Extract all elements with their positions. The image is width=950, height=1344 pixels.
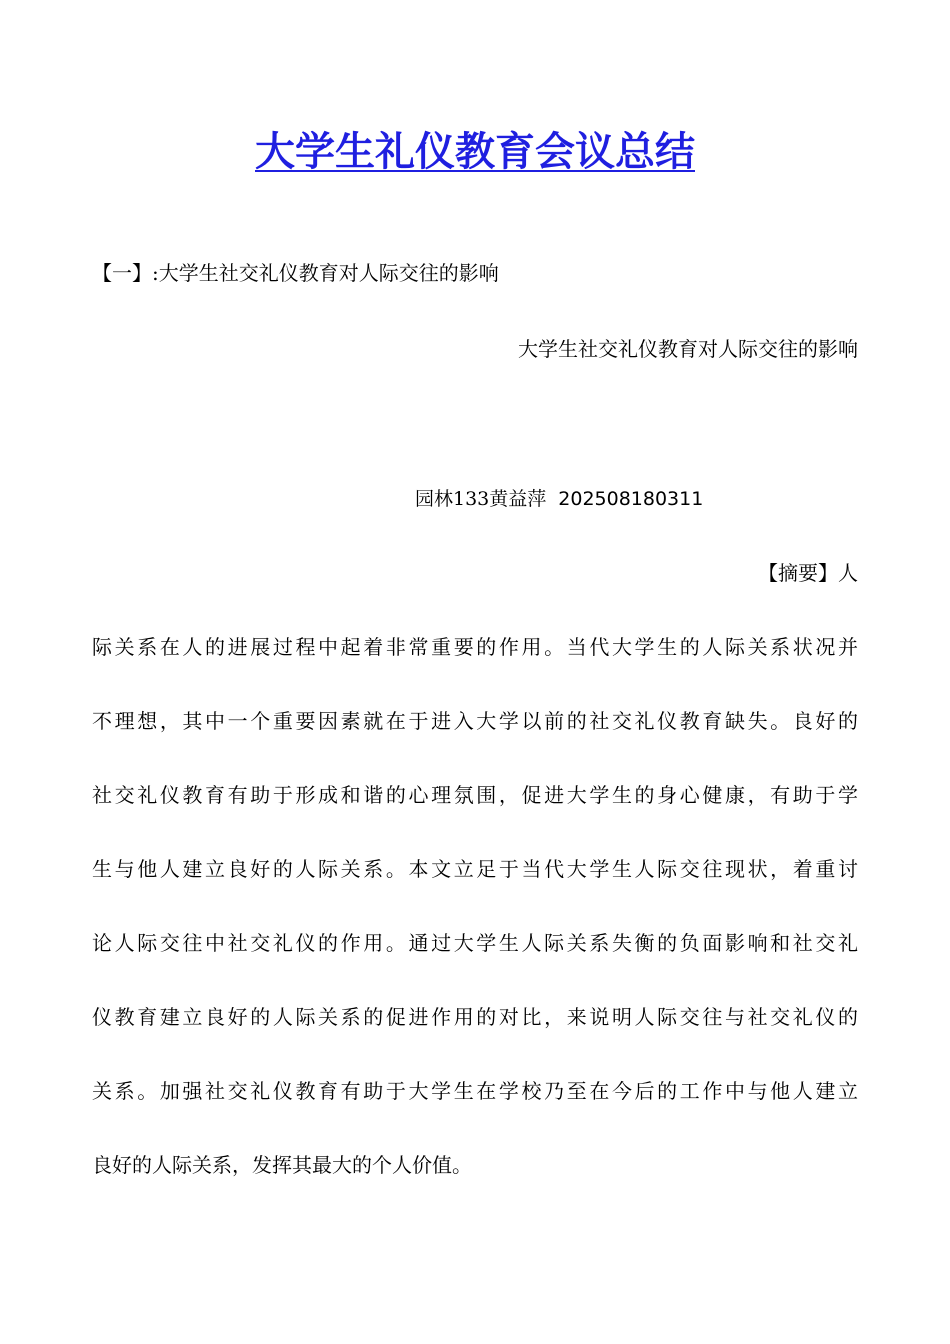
document-title: 大学生礼仪教育会议总结 [255,129,695,175]
author-line [415,484,703,514]
abstract-label: 【摘要】人 [758,561,858,585]
abstract-body [92,610,858,1202]
abstract-line: 论人际交往中社交礼仪的作用。通过大学生人际关系失衡的负面影响和社交礼 [92,931,858,955]
author-info: 园林133黄益萍 [415,488,547,510]
abstract-line: 生与他人建立良好的人际关系。本文立足于当代大学生人际交往现状，着重讨 [92,857,858,881]
abstract-line: 社交礼仪教育有助于形成和谐的心理氛围，促进大学生的身心健康，有助于学 [92,783,858,807]
section-heading: 【一】:大学生社交礼仪教育对人际交往的影响 [92,261,499,285]
abstract-line: 仪教育建立良好的人际关系的促进作用的对比，来说明人际交往与社交礼仪的 [92,1005,858,1029]
abstract-line: 际关系在人的进展过程中起着非常重要的作用。当代大学生的人际关系状况并 [92,635,858,659]
abstract-line: 关系。加强社交礼仪教育有助于大学生在学校乃至在今后的工作中与他人建立 [92,1079,858,1103]
abstract-line: 良好的人际关系，发挥其最大的个人价值。 [92,1153,472,1177]
article-subtitle: 大学生社交礼仪教育对人际交往的影响 [518,337,858,361]
abstract-line: 不理想，其中一个重要因素就在于进入大学以前的社交礼仪教育缺失。良好的 [92,709,858,733]
student-id: 202508180311 [558,488,704,510]
